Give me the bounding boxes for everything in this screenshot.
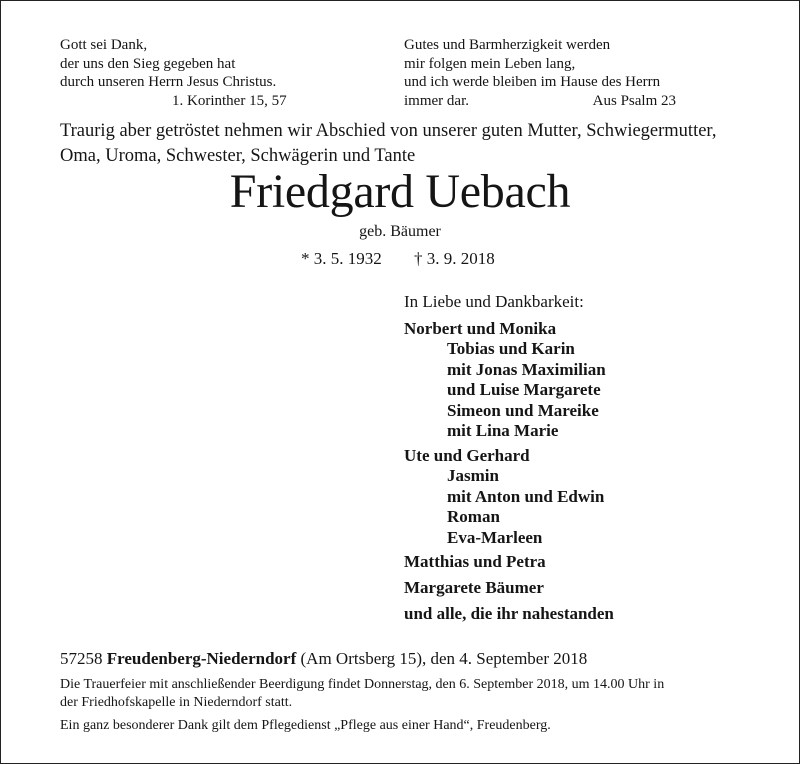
verse-right-line: Gutes und Barmherzigkeit werden [404,37,611,53]
mourner-parents: Ute und Gerhard [404,446,530,465]
funeral-line: Die Trauerfeier mit anschließender Beerdigung findet Donnerstag, den 6. September 2018, um 14.00 Uhr in [60,677,665,692]
street-date: (Am Ortsberg 15), den 4. September 2018 [300,649,588,668]
intro-line: Oma, Uroma, Schwester, Schwägerin und Tante [60,146,416,166]
verse-right-source: Aus Psalm 23 [592,92,676,109]
death-date: † 3. 9. 2018 [414,249,495,268]
mourner-other: Margarete Bäumer [404,578,544,597]
verse-left-source: 1. Korinther 15, 57 [172,92,287,109]
mourner-other: und alle, die ihr nahestanden [404,604,614,623]
mourner-child: Roman [447,507,500,527]
funeral-line: der Friedhofskapelle in Niederndorf statt. [60,695,293,710]
intro-line: Traurig aber getröstet nehmen wir Abschied von unserer guten Mutter, Schwiegermutter, [60,121,717,141]
verse-left [60,36,287,110]
mourner-child: Simeon und Mareike [447,400,599,420]
mourner-child: mit Lina Marie [447,421,559,441]
mourner-child: mit Anton und Edwin [447,486,605,506]
birth-date: * 3. 5. 1932 [301,249,382,268]
mourner-parents: Norbert und Monika [404,319,557,338]
mourners-heading: In Liebe und Dankbarkeit: [404,292,584,311]
verse-right-last-line: immer dar. [404,92,469,109]
verse-right-last-row [404,92,676,111]
funeral-info [60,676,664,712]
mourner-group-2 [404,446,604,548]
verse-left-line: der uns den Sieg gegeben hat [60,55,236,72]
birth-name: geb. Bäumer [359,223,441,240]
mourner-child: und Luise Margarete [447,380,601,400]
deceased-name: Friedgard Uebach [229,165,571,218]
thanks-note: Ein ganz besonderer Dank gilt dem Pflegedienst „Pflege aus einer Hand“, Freudenberg. [60,718,551,733]
mourner-group-1 [404,319,606,441]
mourner-child: Jasmin [447,466,499,486]
address-line [60,649,587,669]
town: Freudenberg-Niederndorf [106,649,297,668]
mourner-children [404,466,604,548]
mourner-other: Matthias und Petra [404,552,546,571]
mourner-child: mit Jonas Maximilian [447,359,606,379]
verse-right [404,36,676,110]
verse-right-line: und ich werde bleiben im Hause des Herrn [404,74,661,91]
verse-right-line: mir folgen mein Leben lang, [404,55,576,72]
verse-left-line: Gott sei Dank, [60,37,148,53]
postcode: 57258 [60,649,103,668]
mourner-children [404,339,606,441]
mourner-child: Eva-Marleen [447,527,543,547]
verse-left-line: durch unseren Herrn Jesus Christus. [60,74,277,91]
intro-text [60,119,716,169]
mourner-child: Tobias und Karin [447,339,575,359]
